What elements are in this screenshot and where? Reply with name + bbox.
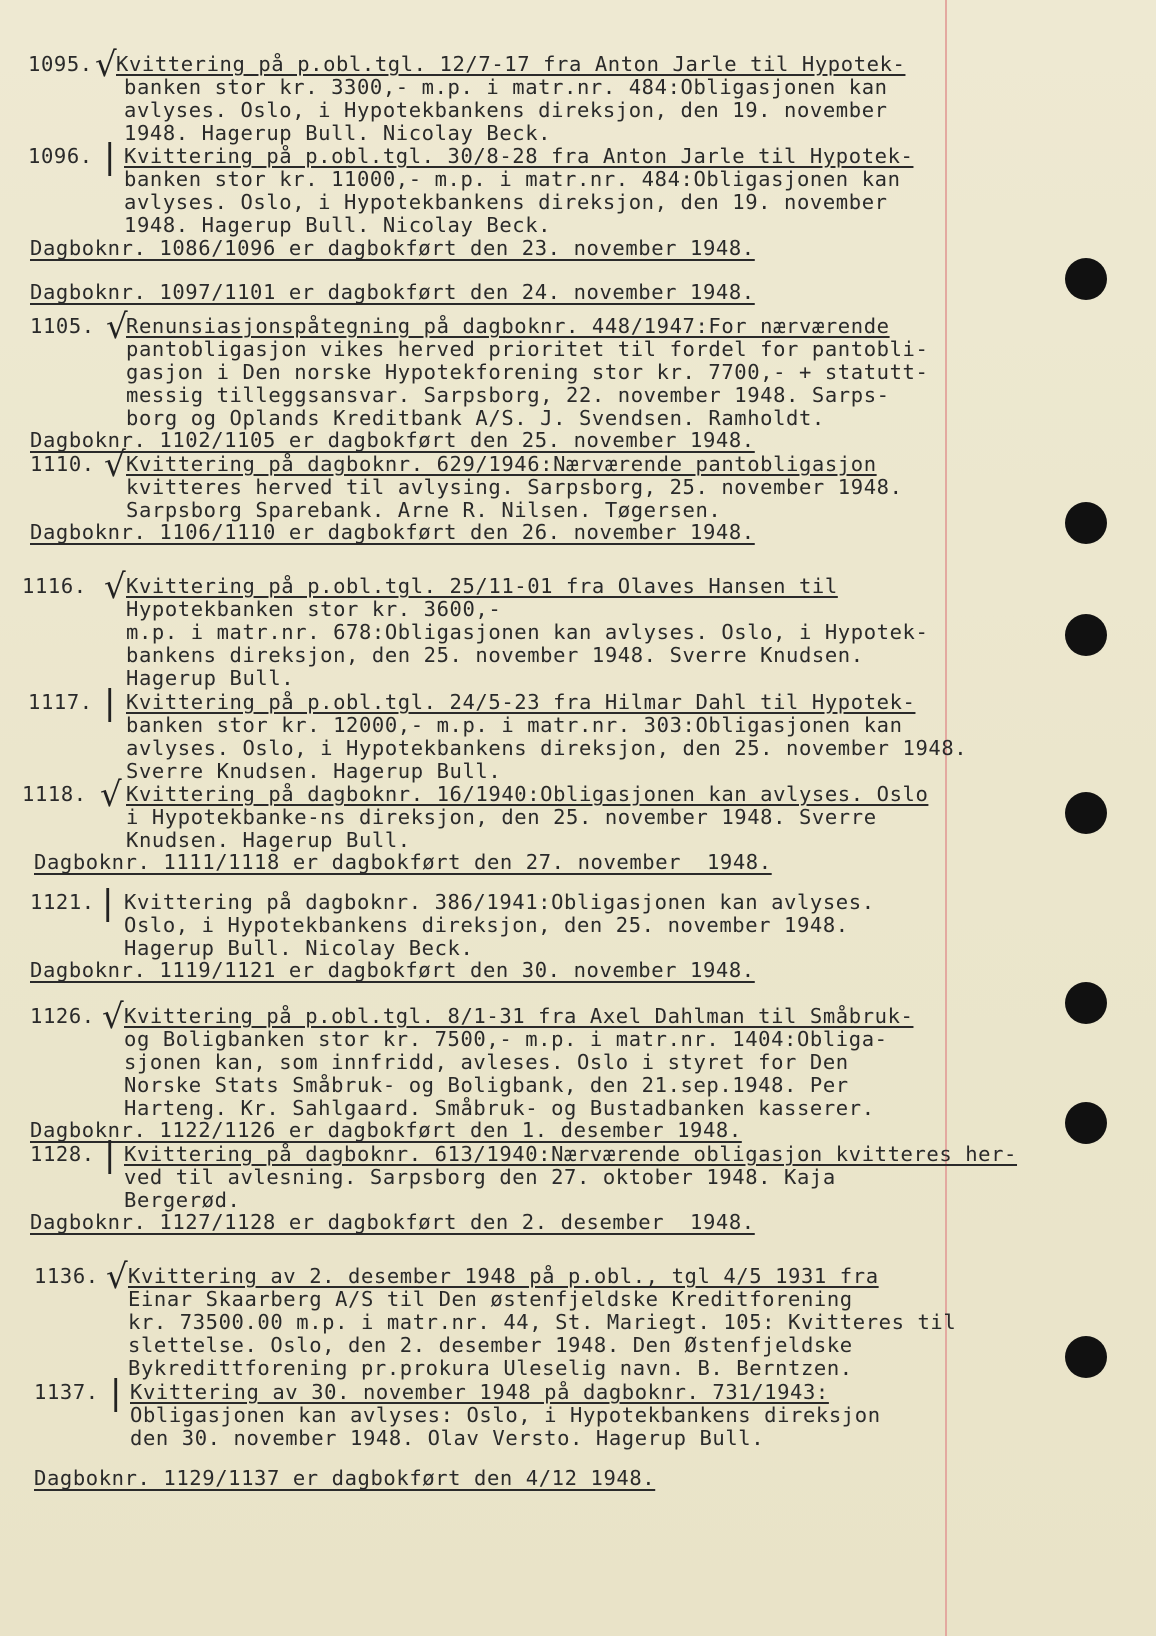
punch-hole	[1065, 258, 1107, 300]
entry-number: 1137.	[34, 1380, 99, 1404]
entry-line: Bykredittforening pr.prokura Uleselig navn. B. Berntzen.	[128, 1356, 853, 1380]
entry-line: Kvittering på p.obl.tgl. 30/8-28 fra Anton Jarle til Hypotek-	[124, 144, 914, 168]
entry-number: 1136.	[34, 1264, 99, 1288]
punch-hole	[1065, 614, 1107, 656]
checkmark-icon: |	[104, 1135, 116, 1175]
checkmark-icon: |	[110, 1373, 122, 1413]
summary-line: Dagboknr. 1119/1121 er dagbokført den 30. november 1948.	[30, 958, 755, 982]
checkmark-icon: |	[102, 883, 114, 923]
entry-line: Hagerup Bull.	[126, 666, 295, 690]
entry-line: messig tilleggsansvar. Sarpsborg, 22. november 1948. Sarps-	[126, 383, 890, 407]
checkmark-icon: √	[106, 307, 128, 347]
summary-line: Dagboknr. 1086/1096 er dagbokført den 23. november 1948.	[30, 236, 755, 260]
entry-line: Hagerup Bull. Nicolay Beck.	[124, 936, 474, 960]
entry-line: slettelse. Oslo, den 2. desember 1948. Den Østenfjeldske	[128, 1333, 853, 1357]
entry-line: avlyses. Oslo, i Hypotekbankens direksjon, den 19. november	[124, 190, 888, 214]
entry-line: banken stor kr. 3300,- m.p. i matr.nr. 484:Obligasjonen kan	[124, 75, 888, 99]
entry-line: Kvittering på dagboknr. 16/1940:Obligasjonen kan avlyses. Oslo	[126, 782, 929, 806]
entry-line: Kvittering av 2. desember 1948 på p.obl., tgl 4/5 1931 fra	[128, 1264, 879, 1288]
entry-line: kvitteres herved til avlysing. Sarpsborg, 25. november 1948.	[126, 475, 903, 499]
checkmark-icon: √	[102, 997, 124, 1037]
entry-number: 1110.	[30, 452, 95, 476]
entry-line: Kvittering på dagboknr. 386/1941:Obligasjonen kan avlyses.	[124, 890, 875, 914]
summary-line: Dagboknr. 1127/1128 er dagbokført den 2. desember 1948.	[30, 1210, 755, 1234]
entry-line: den 30. november 1948. Olav Versto. Hagerup Bull.	[130, 1426, 765, 1450]
entry-line: avlyses. Oslo, i Hypotekbankens direksjon, den 25. november 1948.	[126, 736, 968, 760]
checkmark-icon: |	[104, 683, 116, 723]
summary-line: Dagboknr. 1106/1110 er dagbokført den 26. november 1948.	[30, 520, 755, 544]
entry-line: pantobligasjon vikes herved prioritet til fordel for pantobli-	[126, 337, 929, 361]
checkmark-icon: √	[104, 445, 126, 485]
checkmark-icon: √	[95, 45, 117, 85]
checkmark-icon: √	[100, 775, 122, 815]
entry-line: gasjon i Den norske Hypotekforening stor kr. 7700,- + statutt-	[126, 360, 929, 384]
entry-line: Knudsen. Hagerup Bull.	[126, 828, 411, 852]
entry-number: 1105.	[30, 314, 95, 338]
entry-line: Kvittering på p.obl.tgl. 8/1-31 fra Axel Dahlman til Småbruk-	[124, 1004, 914, 1028]
entry-line: Obligasjonen kan avlyses: Oslo, i Hypotekbankens direksjon	[130, 1403, 881, 1427]
punch-hole	[1065, 982, 1107, 1024]
entry-number: 1121.	[30, 890, 95, 914]
checkmark-icon: √	[106, 1257, 128, 1297]
entry-number: 1128.	[30, 1142, 95, 1166]
entry-line: Bergerød.	[124, 1188, 241, 1212]
entry-line: ved til avlesning. Sarpsborg den 27. oktober 1948. Kaja	[124, 1165, 836, 1189]
entry-number: 1126.	[30, 1004, 95, 1028]
entry-line: Oslo, i Hypotekbankens direksjon, den 25. november 1948.	[124, 913, 849, 937]
summary-line: Dagboknr. 1122/1126 er dagbokført den 1. desember 1948.	[30, 1118, 742, 1142]
entry-line: 1948. Hagerup Bull. Nicolay Beck.	[124, 213, 552, 237]
entry-line: Kvittering på p.obl.tgl. 25/11-01 fra Olaves Hansen til	[126, 574, 838, 598]
entry-line: banken stor kr. 11000,- m.p. i matr.nr. 484:Obligasjonen kan	[124, 167, 901, 191]
entry-line: Sverre Knudsen. Hagerup Bull.	[126, 759, 502, 783]
entry-line: Kvittering av 30. november 1948 på dagboknr. 731/1943:	[130, 1380, 829, 1404]
entry-line: Kvittering på p.obl.tgl. 12/7-17 fra Anton Jarle til Hypotek-	[116, 52, 906, 76]
entry-line: bankens direksjon, den 25. november 1948. Sverre Knudsen.	[126, 643, 864, 667]
entry-line: Kvittering på dagboknr. 613/1940:Nærværende obligasjon kvitteres her-	[124, 1142, 1018, 1166]
entry-number: 1096.	[28, 144, 93, 168]
punch-hole	[1065, 1336, 1107, 1378]
entry-line: Einar Skaarberg A/S til Den østenfjeldske Kreditforening	[128, 1287, 853, 1311]
entry-line: avlyses. Oslo, i Hypotekbankens direksjon, den 19. november	[124, 98, 888, 122]
entry-line: Hypotekbanken stor kr. 3600,-	[126, 597, 502, 621]
entry-line: og Boligbanken stor kr. 7500,- m.p. i matr.nr. 1404:Obliga-	[124, 1027, 888, 1051]
summary-line: Dagboknr. 1102/1105 er dagbokført den 25. november 1948.	[30, 428, 755, 452]
punch-hole	[1065, 792, 1107, 834]
entry-line: Kvittering på dagboknr. 629/1946:Nærværende pantobligasjon	[126, 452, 877, 476]
entry-line: Norske Stats Småbruk- og Boligbank, den 21.sep.1948. Per	[124, 1073, 849, 1097]
entry-number: 1095.	[28, 52, 93, 76]
entry-number: 1116.	[22, 574, 87, 598]
entry-line: m.p. i matr.nr. 678:Obligasjonen kan avlyses. Oslo, i Hypotek-	[126, 620, 929, 644]
entry-line: Renunsiasjonspåtegning på dagboknr. 448/1947:For nærværende	[126, 314, 890, 338]
entry-line: kr. 73500.00 m.p. i matr.nr. 44, St. Mariegt. 105: Kvitteres til	[128, 1310, 957, 1334]
checkmark-icon: |	[104, 137, 116, 177]
summary-line: Dagboknr. 1097/1101 er dagbokført den 24. november 1948.	[30, 280, 755, 304]
entry-line: sjonen kan, som innfridd, avleses. Oslo i styret for Den	[124, 1050, 849, 1074]
summary-line: Dagboknr. 1129/1137 er dagbokført den 4/12 1948.	[34, 1466, 656, 1490]
entry-line: Sarpsborg Sparebank. Arne R. Nilsen. Tøgersen.	[126, 498, 722, 522]
entry-line: banken stor kr. 12000,- m.p. i matr.nr. 303:Obligasjonen kan	[126, 713, 903, 737]
entry-number: 1117.	[28, 690, 93, 714]
punch-hole	[1065, 1102, 1107, 1144]
entry-line: 1948. Hagerup Bull. Nicolay Beck.	[124, 121, 552, 145]
checkmark-icon: √	[104, 567, 126, 607]
margin-line	[945, 0, 947, 1636]
summary-line: Dagboknr. 1111/1118 er dagbokført den 27. november 1948.	[34, 850, 772, 874]
entry-line: borg og Oplands Kreditbank A/S. J. Svendsen. Ramholdt.	[126, 406, 825, 430]
entry-line: i Hypotekbanke-ns direksjon, den 25. november 1948. Sverre	[126, 805, 877, 829]
entry-line: Harteng. Kr. Sahlgaard. Småbruk- og Bustadbanken kasserer.	[124, 1096, 875, 1120]
entry-line: Kvittering på p.obl.tgl. 24/5-23 fra Hilmar Dahl til Hypotek-	[126, 690, 916, 714]
entry-number: 1118.	[22, 782, 87, 806]
punch-hole	[1065, 502, 1107, 544]
